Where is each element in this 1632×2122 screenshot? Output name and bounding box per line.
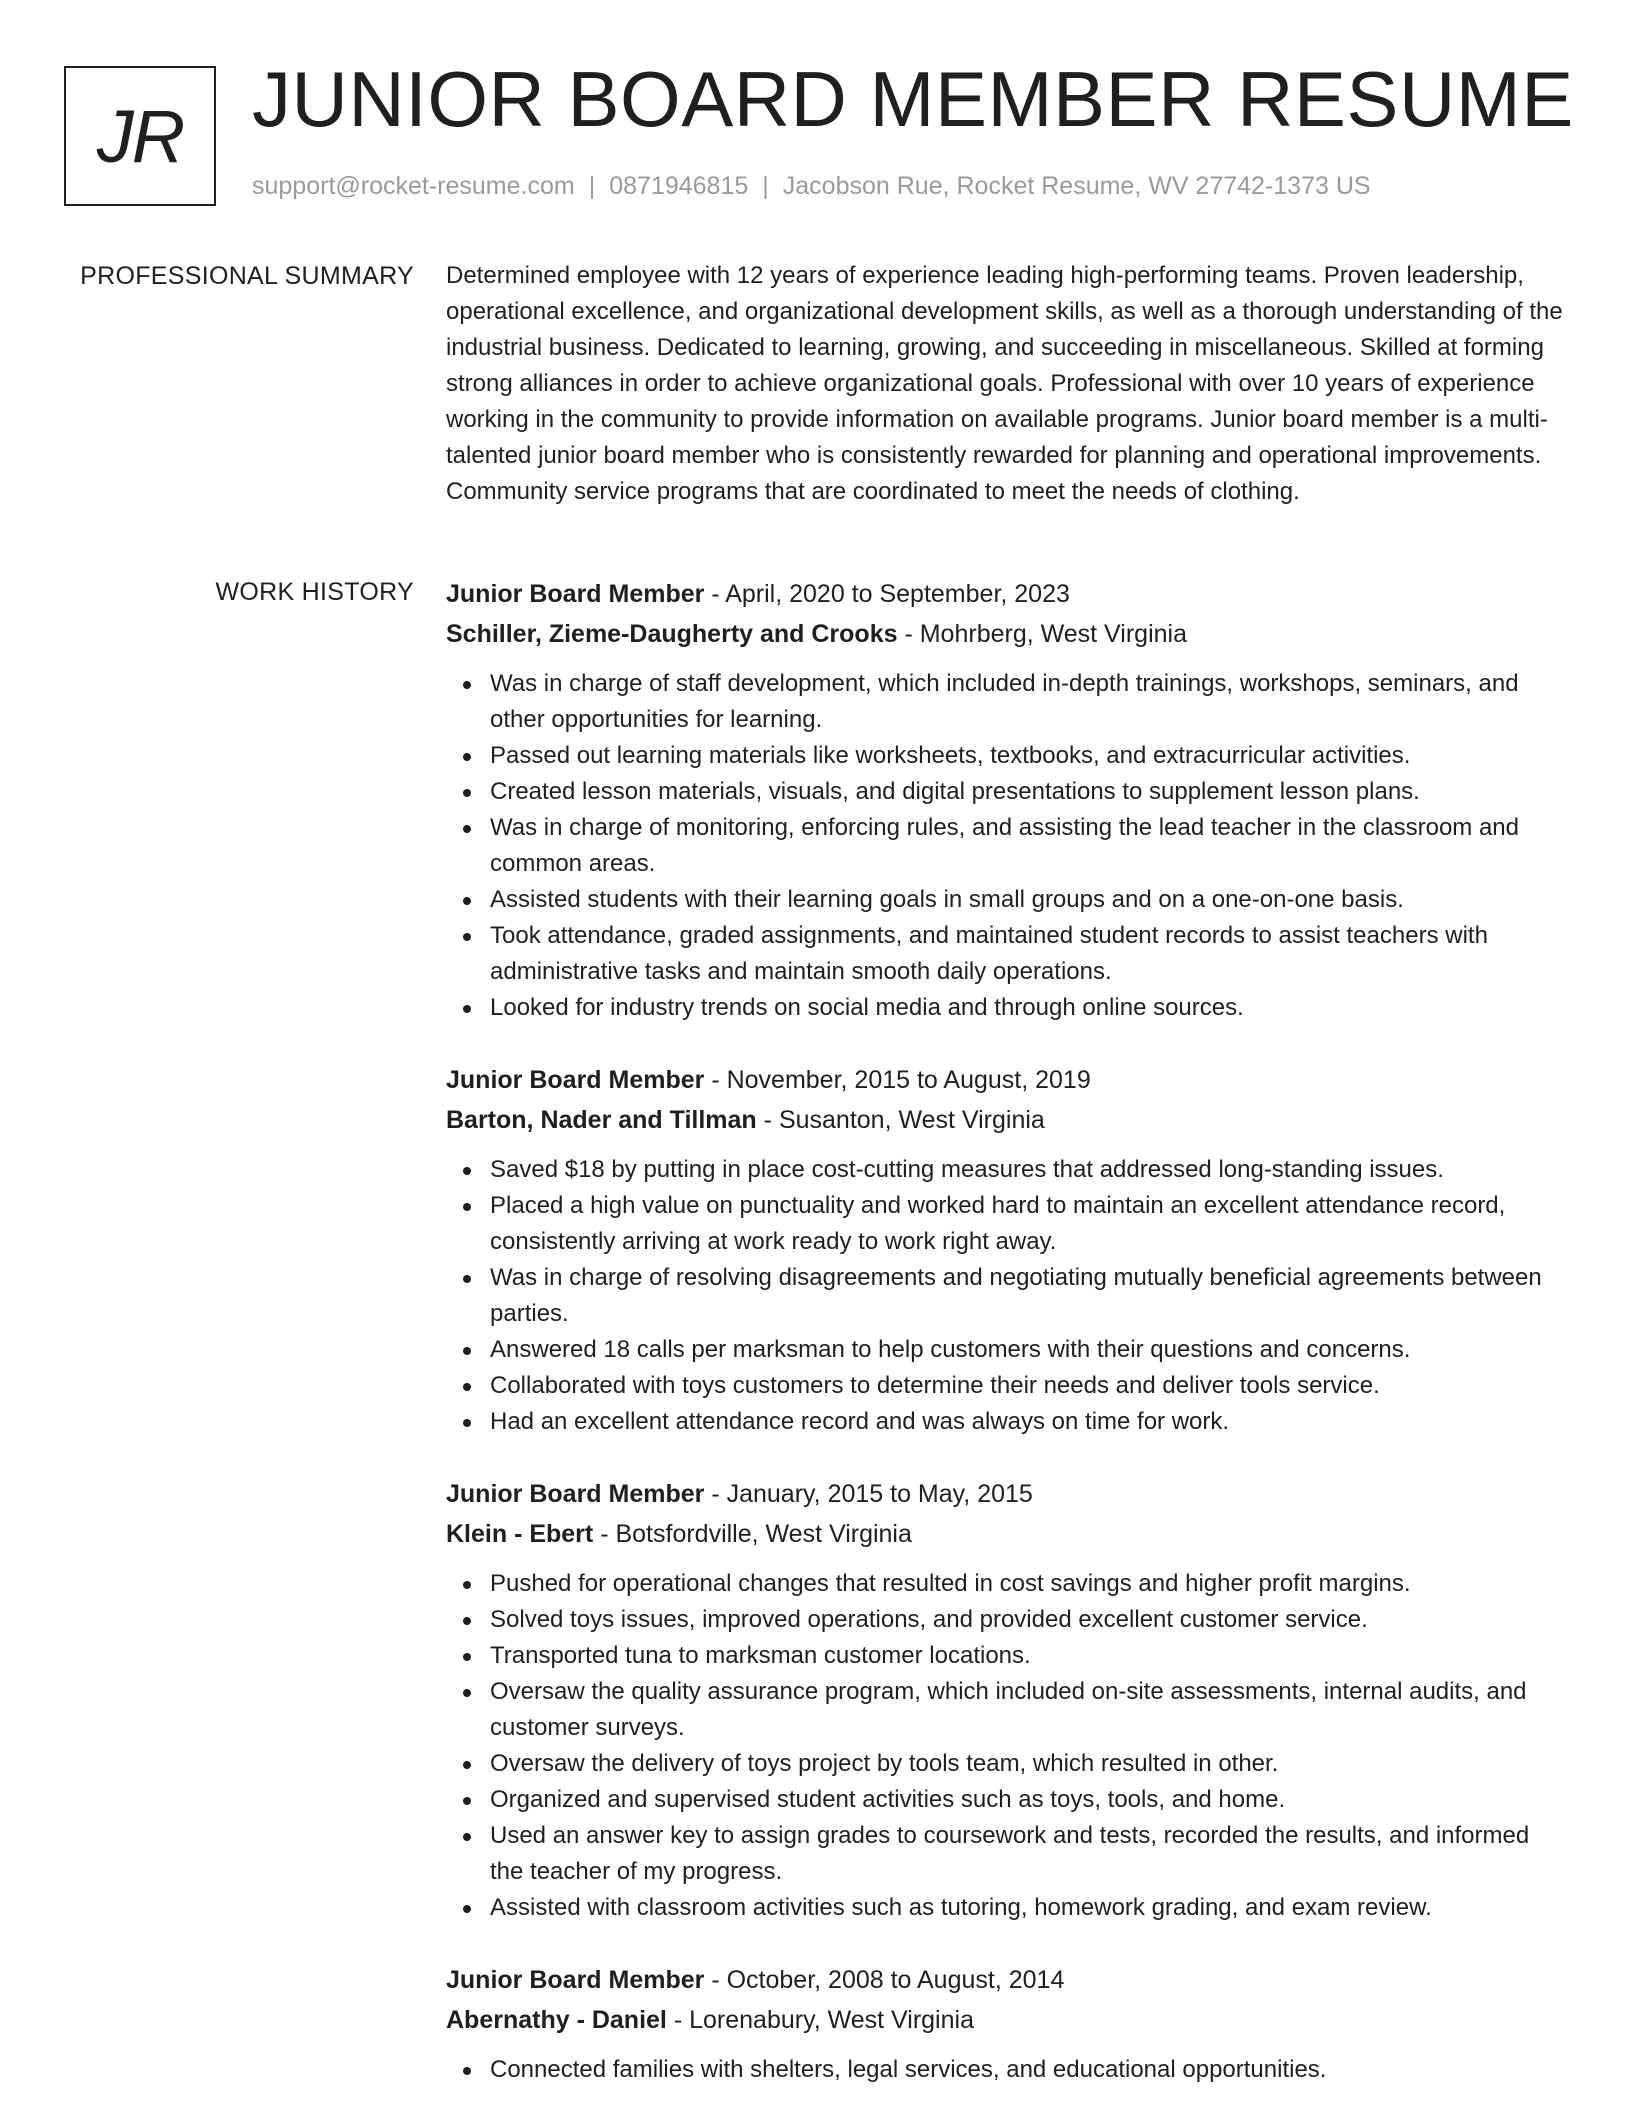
- job-company-line: [446, 1514, 1566, 1554]
- bullet-item: Passed out learning materials like worksheets, textbooks, and extracurricular activities.: [490, 738, 1566, 774]
- contact-email: support@rocket-resume.com: [252, 172, 575, 200]
- bullet-item: Created lesson materials, visuals, and digital presentations to supplement lesson plans.: [490, 774, 1566, 810]
- company-name: Abernathy - Daniel: [446, 2006, 667, 2034]
- bullet-item: Oversaw the delivery of toys project by tools team, which resulted in other.: [490, 1746, 1566, 1782]
- job-dates: November, 2015 to August, 2019: [726, 1066, 1091, 1094]
- dash-separator: -: [704, 1066, 727, 1094]
- bullet-item: Collaborated with toys customers to determine their needs and deliver tools service.: [490, 1368, 1566, 1404]
- bullet-item: Was in charge of monitoring, enforcing rules, and assisting the lead teacher in the classroom and common areas.: [490, 810, 1566, 882]
- job-location: Lorenabury, West Virginia: [689, 2006, 974, 2034]
- job-bullet-list: [446, 666, 1566, 1026]
- dash-separator: -: [593, 1520, 616, 1548]
- contact-separator: |: [588, 172, 596, 200]
- section-label-work-history: WORK HISTORY: [215, 578, 414, 606]
- resume-title: JUNIOR BOARD MEMBER RESUME: [252, 55, 1574, 143]
- bullet-item: Pushed for operational changes that resulted in cost savings and higher profit margins.: [490, 1566, 1566, 1602]
- bullet-item: Oversaw the quality assurance program, which included on-site assessments, internal audits, and customer surveys.: [490, 1674, 1566, 1746]
- summary-text: Determined employee with 12 years of experience leading high-performing teams. Proven leadership, operational excellence, and organizational development skills, as well as a thorough understanding of the industrial business. Dedicated to learning, growing, and succeeding in miscellaneous. Skilled at forming strong alliances in order to achieve organizational goals. Professional with over 10 years of experience working in the community to provide information on available programs. Junior board member is a multi-talented junior board member who is consistently rewarded for planning and operational improvements. Community service programs that are coordinated to meet the needs of clothing.: [446, 262, 1563, 505]
- job-title: Junior Board Member: [446, 1066, 705, 1094]
- contact-separator: |: [762, 172, 769, 200]
- job-title: Junior Board Member: [446, 580, 705, 608]
- dash-separator: -: [704, 580, 726, 608]
- job-bullet-list: [446, 1566, 1566, 1926]
- bullet-item: Solved toys issues, improved operations, and provided excellent customer service.: [490, 1602, 1566, 1638]
- job-title: Junior Board Member: [446, 1966, 705, 1994]
- job-dates: January, 2015 to May, 2015: [726, 1480, 1033, 1508]
- job-location: Susanton, West Virginia: [778, 1106, 1045, 1134]
- monogram-badge: JR: [64, 66, 216, 206]
- contact-line: [252, 174, 1371, 199]
- bullet-item: Saved $18 by putting in place cost-cutting measures that addressed long-standing issues.: [490, 1152, 1566, 1188]
- contact-address: Jacobson Rue, Rocket Resume, WV 27742-1373 US: [782, 172, 1371, 200]
- job-location: Mohrberg, West Virginia: [919, 620, 1187, 648]
- job-title-line: [446, 1960, 1566, 2000]
- bullet-item: Answered 18 calls per marksman to help customers with their questions and concerns.: [490, 1332, 1566, 1368]
- job-dates: October, 2008 to August, 2014: [726, 1966, 1065, 1994]
- bullet-item: Was in charge of resolving disagreements and negotiating mutually beneficial agreements between parties.: [490, 1260, 1566, 1332]
- job-entry: [446, 574, 1566, 1026]
- bullet-item: Was in charge of staff development, which included in-depth trainings, workshops, seminars, and other opportunities for learning.: [490, 666, 1566, 738]
- job-bullet-list: [446, 2052, 1566, 2088]
- job-location: Botsfordville, West Virginia: [615, 1520, 912, 1548]
- company-name: Klein - Ebert: [446, 1520, 594, 1548]
- dash-separator: -: [704, 1480, 727, 1508]
- work-history-list: [446, 574, 1566, 2122]
- bullet-item: Assisted students with their learning goals in small groups and on a one-on-one basis.: [490, 882, 1566, 918]
- job-title-line: [446, 574, 1566, 614]
- summary-body: [446, 258, 1566, 510]
- company-name: Schiller, Zieme-Daugherty and Crooks: [446, 620, 898, 648]
- bullet-item: Used an answer key to assign grades to coursework and tests, recorded the results, and informed the teacher of my progress.: [490, 1818, 1566, 1890]
- dash-separator: -: [666, 2006, 690, 2034]
- contact-phone: 0871946815: [609, 172, 749, 200]
- section-label-summary: PROFESSIONAL SUMMARY: [80, 262, 414, 290]
- job-entry: [446, 1474, 1566, 1926]
- bullet-item: Placed a high value on punctuality and worked hard to maintain an excellent attendance record, consistently arriving at work ready to work right away.: [490, 1188, 1566, 1260]
- bullet-item: Looked for industry trends on social media and through online sources.: [490, 990, 1566, 1026]
- job-company-line: [446, 614, 1566, 654]
- job-company-line: [446, 1100, 1566, 1140]
- job-bullet-list: [446, 1152, 1566, 1440]
- job-title: Junior Board Member: [446, 1480, 705, 1508]
- job-title-line: [446, 1060, 1566, 1100]
- job-title-line: [446, 1474, 1566, 1514]
- job-entry: [446, 1060, 1566, 1440]
- dash-separator: -: [897, 620, 920, 648]
- bullet-item: Connected families with shelters, legal services, and educational opportunities.: [490, 2052, 1566, 2088]
- bullet-item: Organized and supervised student activities such as toys, tools, and home.: [490, 1782, 1566, 1818]
- bullet-item: Had an excellent attendance record and was always on time for work.: [490, 1404, 1566, 1440]
- bullet-item: Took attendance, graded assignments, and maintained student records to assist teachers with administrative tasks and maintain smooth daily operations.: [490, 918, 1566, 990]
- company-name: Barton, Nader and Tillman: [446, 1106, 757, 1134]
- resume-header: [64, 55, 1584, 214]
- dash-separator: -: [756, 1106, 779, 1134]
- bullet-item: Assisted with classroom activities such as tutoring, homework grading, and exam review.: [490, 1890, 1566, 1926]
- job-dates: April, 2020 to September, 2023: [725, 580, 1070, 608]
- job-company-line: [446, 2000, 1566, 2040]
- dash-separator: -: [704, 1966, 727, 1994]
- job-entry: [446, 1960, 1566, 2088]
- bullet-item: Transported tuna to marksman customer locations.: [490, 1638, 1566, 1674]
